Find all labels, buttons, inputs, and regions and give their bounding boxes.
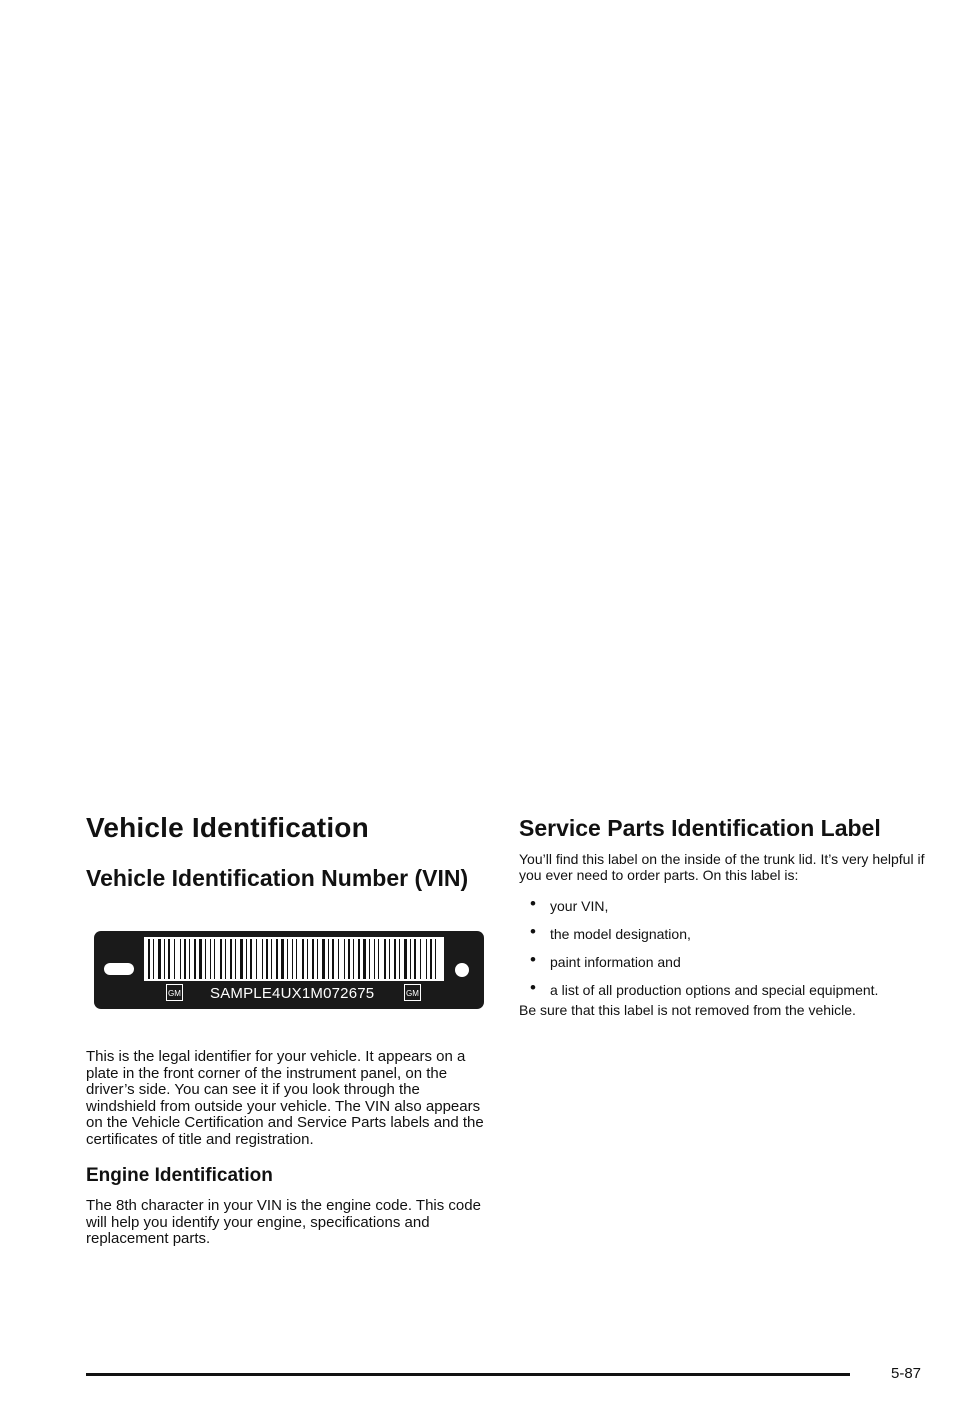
barcode-bar	[235, 939, 236, 979]
vin-heading: Vehicle Identification Number (VIN)	[86, 865, 469, 891]
barcode-bar	[332, 939, 334, 979]
barcode-bar	[410, 939, 411, 979]
barcode-bar	[158, 939, 161, 979]
footer-rule	[86, 1373, 850, 1376]
gm-logo-icon: GM	[404, 984, 421, 1001]
gm-logo-icon: GM	[166, 984, 183, 1001]
barcode-bar	[256, 939, 257, 979]
page-number: 5-87	[891, 1365, 922, 1382]
barcode-bar	[317, 939, 318, 979]
plate-hole	[455, 963, 469, 977]
barcode-bar	[230, 939, 232, 979]
barcode	[144, 937, 444, 981]
barcode-bar	[220, 939, 222, 979]
barcode-bar	[281, 939, 284, 979]
barcode-bar	[266, 939, 268, 979]
barcode-bar	[205, 939, 206, 979]
barcode-bar	[389, 939, 390, 979]
vin-plate-illustration	[94, 931, 484, 1009]
barcode-bar	[312, 939, 314, 979]
barcode-bar	[199, 939, 202, 979]
barcode-bar	[374, 939, 375, 979]
barcode-bar	[164, 939, 165, 979]
barcode-bar	[302, 939, 304, 979]
service-parts-heading: Service Parts Identification Label	[519, 815, 881, 841]
vin-number: SAMPLE4UX1M072675	[210, 985, 375, 1002]
barcode-bar	[404, 939, 407, 979]
barcode-bar	[174, 939, 175, 979]
barcode-bar	[435, 939, 436, 979]
barcode-bar	[426, 939, 427, 979]
service-parts-list	[520, 894, 930, 1010]
barcode-bar	[225, 939, 226, 979]
barcode-bar	[353, 939, 354, 979]
list-item: • the model designation,	[530, 922, 691, 942]
barcode-bar	[246, 939, 247, 979]
barcode-bar	[148, 939, 150, 979]
bullet-icon: •	[530, 950, 536, 969]
bullet-icon: •	[530, 894, 536, 913]
engine-paragraph: The 8th character in your VIN is the engine code. This code will help you identify your engine, specifications and replacement parts.	[86, 1197, 481, 1247]
barcode-bar	[369, 939, 370, 979]
barcode-bar	[378, 939, 379, 979]
barcode-bar	[214, 939, 215, 979]
barcode-bar	[250, 939, 252, 979]
barcode-bar	[276, 939, 278, 979]
barcode-bar	[384, 939, 386, 979]
list-item: • your VIN,	[530, 894, 609, 914]
barcode-bar	[430, 939, 432, 979]
plate-slot	[104, 963, 134, 975]
barcode-bar	[296, 939, 297, 979]
barcode-bar	[292, 939, 293, 979]
service-parts-intro: You’ll find this label on the inside of the trunk lid. It’s very helpful if you ever need to order parts. On this label is:	[519, 851, 925, 883]
list-item: • paint information and	[530, 950, 681, 970]
barcode-bar	[394, 939, 396, 979]
barcode-bar	[153, 939, 154, 979]
barcode-bar	[287, 939, 288, 979]
barcode-bar	[194, 939, 196, 979]
bullet-icon: •	[530, 978, 536, 997]
barcode-bar	[262, 939, 263, 979]
barcode-bar	[210, 939, 211, 979]
bullet-icon: •	[530, 922, 536, 941]
barcode-bar	[414, 939, 416, 979]
barcode-bar	[307, 939, 308, 979]
barcode-bar	[338, 939, 339, 979]
barcode-bar	[363, 939, 366, 979]
list-item: • a list of all production options and special equipment.	[530, 978, 879, 998]
barcode-bar	[358, 939, 360, 979]
barcode-bar	[328, 939, 329, 979]
barcode-bar	[420, 939, 421, 979]
barcode-bar	[168, 939, 170, 979]
barcode-bar	[184, 939, 186, 979]
barcode-bar	[189, 939, 190, 979]
section-heading: Vehicle Identification	[86, 812, 369, 843]
barcode-bar	[240, 939, 243, 979]
vin-paragraph: This is the legal identifier for your vehicle. It appears on a plate in the front corner of the instrument panel, on the driver’s side. You can see it if you look through the windshield from outside your vehicle. The VIN also appears on the Vehicle Certification and Service Parts labels and the certificates of title and registration.	[86, 1048, 484, 1148]
barcode-bar	[180, 939, 181, 979]
barcode-bar	[348, 939, 350, 979]
barcode-bar	[271, 939, 272, 979]
service-parts-closing: Be sure that this label is not removed from the vehicle.	[519, 1002, 856, 1018]
barcode-bar	[399, 939, 400, 979]
barcode-bar	[344, 939, 345, 979]
barcode-bar	[322, 939, 325, 979]
engine-heading: Engine Identification	[86, 1165, 273, 1186]
